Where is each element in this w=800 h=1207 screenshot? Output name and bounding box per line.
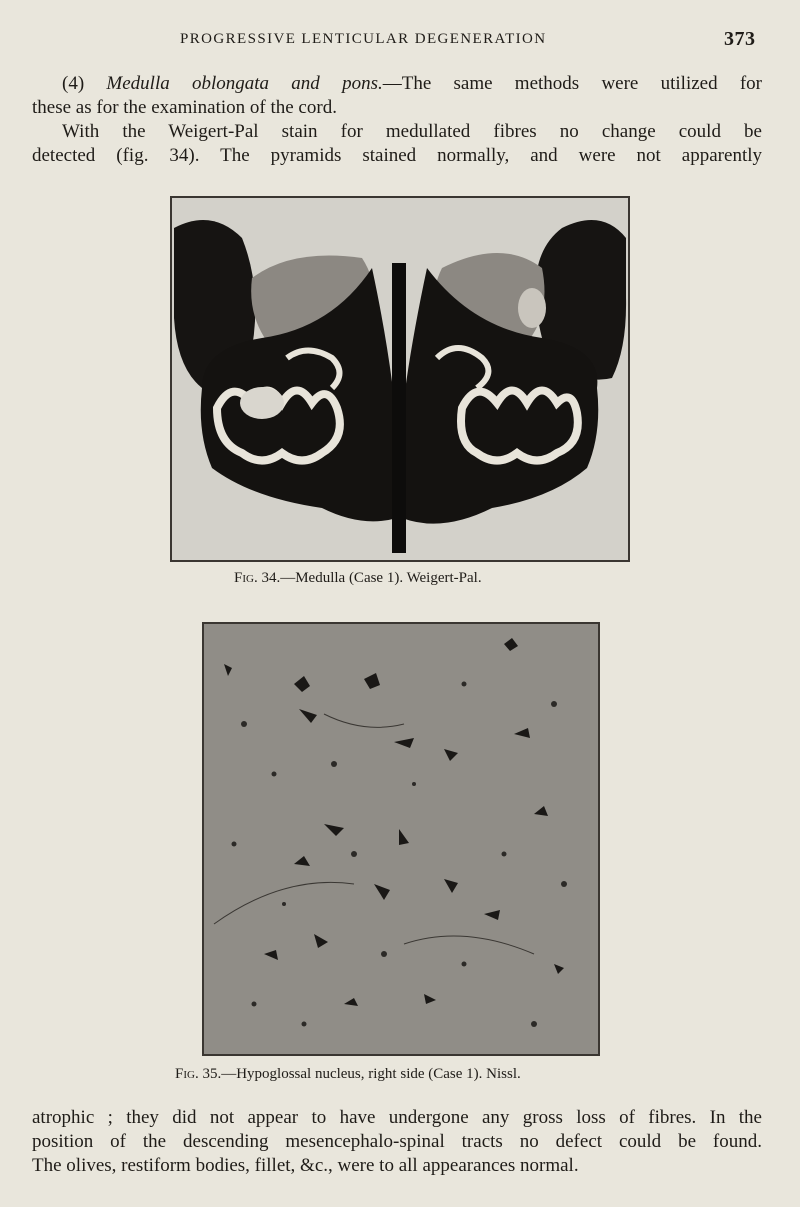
figure-number: 34. — [261, 570, 281, 586]
paragraph-medulla-heading — [32, 72, 762, 120]
paragraph-line: detected (fig. 34). The pyramids stained normally, and were not apparently — [32, 145, 762, 166]
paragraph-line: position of the descending mesencephalo-spinal tracts no defect could be found. — [32, 1131, 762, 1152]
figure-caption-text: —Medulla (Case 1). Weigert-Pal. — [280, 570, 482, 586]
figure-number: 35. — [202, 1066, 222, 1082]
page-number: 373 — [724, 28, 756, 50]
figure-34-caption — [234, 570, 482, 587]
medulla-section-illustration — [172, 198, 628, 560]
figure-34-medulla-photomicrograph — [170, 196, 630, 562]
section-number: (4) — [62, 73, 85, 94]
nissl-section-illustration — [204, 624, 598, 1054]
paragraph-line — [32, 72, 762, 96]
figure-label: Fig. — [175, 1066, 199, 1082]
paragraph-descending-tracts — [32, 1106, 762, 1178]
running-head — [0, 28, 800, 54]
running-title: PROGRESSIVE LENTICULAR DEGENERATION — [180, 31, 547, 47]
section-heading: Medulla oblongata and pons. — [106, 73, 383, 94]
paragraph-weigert-pal — [32, 120, 762, 168]
paragraph-line: these as for the examination of the cord. — [32, 97, 337, 118]
figure-label: Fig. — [234, 570, 258, 586]
figure-caption-text: —Hypoglossal nucleus, right side (Case 1). Nissl. — [221, 1066, 521, 1082]
paragraph-text: —The same methods were utilized for — [382, 73, 763, 94]
paragraph-line: atrophic ; they did not appear to have undergone any gross loss of fibres. In the — [32, 1107, 762, 1128]
paragraph-line: With the Weigert-Pal stain for medullated fibres no change could be — [62, 121, 762, 142]
figure-35-hypoglossal-photomicrograph — [202, 622, 600, 1056]
paragraph-line: The olives, restiform bodies, fillet, &c., were to all appearances normal. — [32, 1155, 579, 1176]
figure-35-caption — [175, 1066, 521, 1083]
